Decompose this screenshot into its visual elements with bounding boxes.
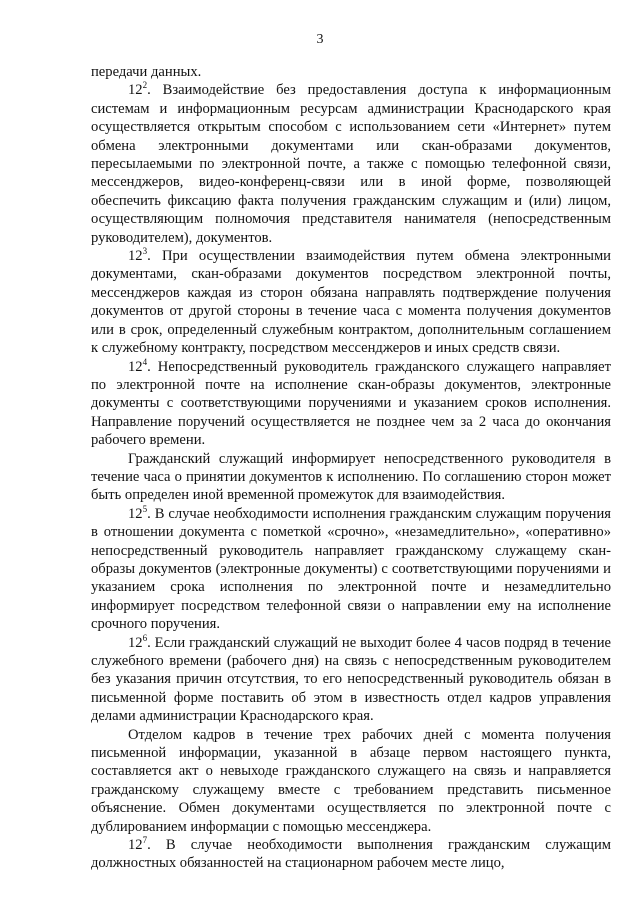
paragraph-continuation: передачи данных. [91,64,202,80]
paragraph-hr-department: Отделом кадров в течение трех рабочих дней с момента получения письменной информации, указанной в абзаце первом настоящего пункта, составляется акт о невыходе гражданского служащего на связь и направляется гражданскому служащему вместе с требованием представить письменное объяснение. Обмен документами осуществляется по электронной почте с дублированием информации с помощью мессенджера. [91,726,611,835]
clause-superscript: 7 [142,835,148,846]
clause-number: 12 [128,358,143,375]
paragraph-12-4: $12^4$. Непосредственный руководитель гражданского служащего направляет по электронной почте на исполнение скан-образы документов, электронные документы с соответствующими поручениями и указанием сроков исполнения. Направление поручений осуществляется не позднее чем за 2 часа до окончания рабочего времени. [91,356,611,449]
document-body [91,63,611,873]
clause-superscript: 4 [142,356,148,367]
page-number: 3 [316,32,324,47]
paragraph-12-7: $12^7$. В случае необходимости выполнения гражданским служащим должностных обязанностей на стационарном рабочем месте лицо, [91,835,611,872]
paragraph-employee-informs: Гражданский служащий информирует непосредственного руководителя в течение часа о принятии документов к исполнению. По соглашению сторон может быть определен иной временной промежуток для взаимодействия. [91,450,611,504]
clause-superscript: 3 [142,246,148,257]
paragraph-12-6: $12^6$. Если гражданский служащий не выходит более 4 часов подряд в течение служебного времени (рабочего дня) на связь с непосредственным руководителем без указания причин отсутствия, то его непосредственный руководитель обязан в письменной форме поставить об этом в известность отдел кадров управления делами администрации Краснодарского края. [91,632,611,725]
clause-number: 12 [128,505,143,522]
paragraph-12-5: $12^5$. В случае необходимости исполнения гражданским служащим поручения в отношении документа с пометкой «срочно», «незамедлительно», «оперативно» непосредственный руководитель направляет гражданскому служащему скан-образы документов (электронные документы) с соответствующими поручениями и указанием срока исполнения по электронной почте и незамедлительно информирует посредством телефонной связи о направлении ему на исполнение срочного поручения. [91,503,611,633]
clause-number: 12 [128,634,143,651]
clause-superscript: 2 [142,80,148,91]
clause-superscript: 6 [142,632,148,643]
paragraph-12-3: $12^3$. При осуществлении взаимодействия путем обмена электронными документами, скан-образами документов посредством электронной почты, мессенджеров каждая из сторон обязана направлять подтверждение получения документов от другой стороны в течение часа с момента получения документов или в срок, определенный служебным контрактом, дополнительным соглашением к служебному контракту, посредством мессенджеров и иных средств связи. [91,246,611,357]
clause-number: 12 [128,248,143,265]
clause-superscript: 5 [142,503,148,514]
paragraph-12-2: $12^2$. Взаимодействие без предоставления доступа к информационным системам и информационным ресурсам администрации Краснодарского края осуществляется открытым способом с использованием сети «Интернет» путем обмена электронными документами или скан-образами документов, пересылаемыми по электронной почте, а также с помощью телефонной связи, мессенджеров, видео-конференц-связи или в иной форме, позволяющей обеспечить фиксацию факта получения гражданским служащим и (или) лицом, осуществляющим полномочия представителя нанимателя (непосредственным руководителем), документов. [91,80,611,246]
clause-number: 12 [128,82,143,99]
clause-number: 12 [128,837,143,854]
